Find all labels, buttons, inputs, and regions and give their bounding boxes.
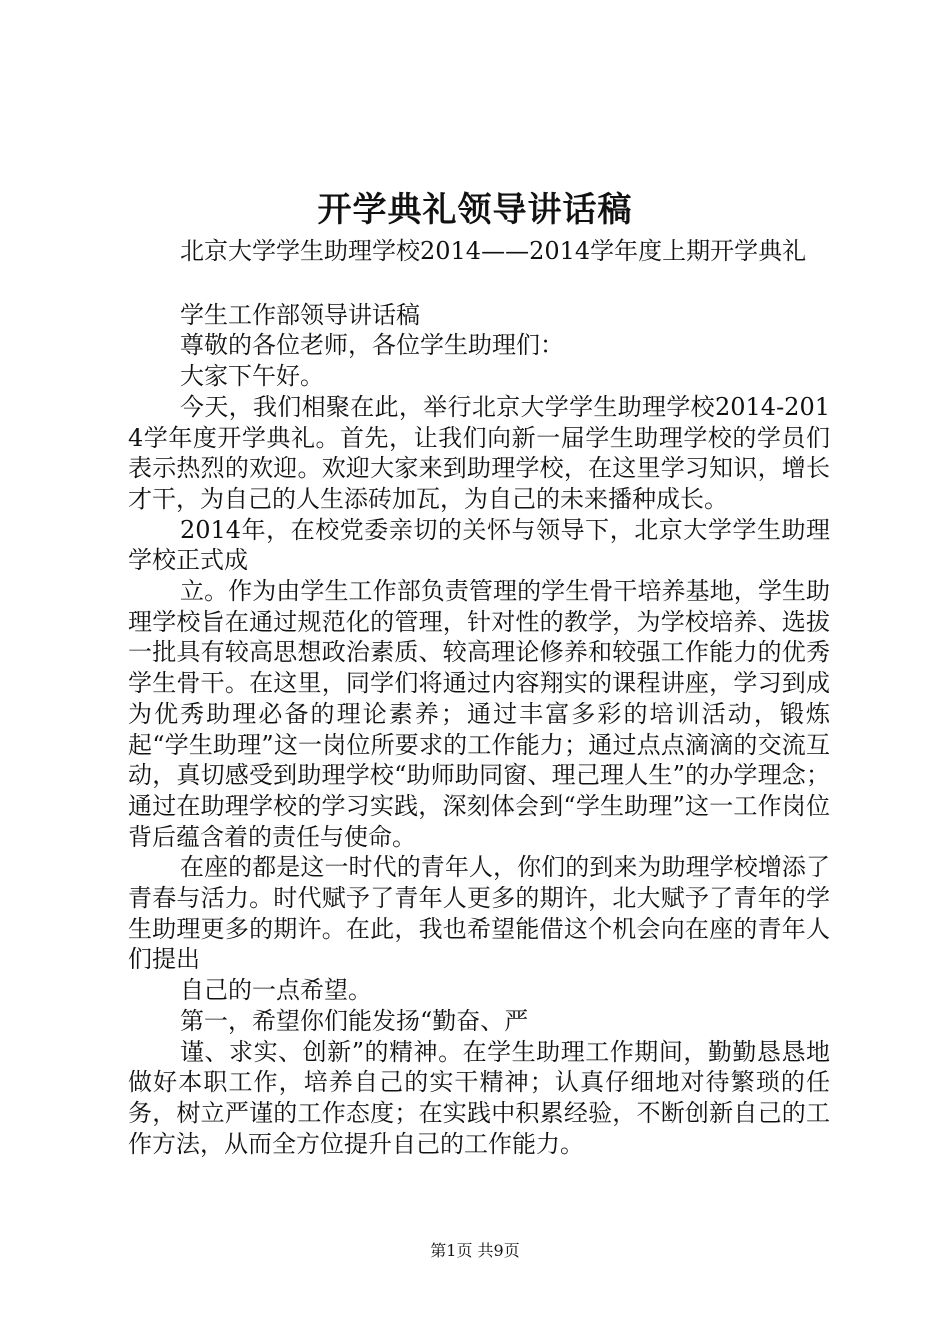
paragraph: 自己的一点希望。 [180,976,372,1005]
document-title: 开学典礼领导讲话稿 [317,190,633,230]
greeting: 大家下午好。 [180,362,324,391]
paragraph: 立。作为由学生工作部负责管理的学生骨干培养基地，学生助理学校旨在通过规范化的管理，针对性的教学，为学校培养、选拔一批具有较高思想政治素质、较高理论修养和较强工作能力的优秀学生骨干。在这里，同学们将通过内容翔实的课程讲座，学习到成为优秀助理必备的理论素养；通过丰富多彩的培训活动，锻炼起“学生助理”这一岗位所要求的工作能力；通过点点滴滴的交流互动，真切感受到助理学校“助师助同窗、理己理人生”的办学理念；通过在助理学校的学习实践，深刻体会到“学生助理”这一工作岗位背后蕴含着的责任与使命。 [128,577,830,851]
paragraph: 2014年，在校党委亲切的关怀与领导下，北京大学学生助理学校正式成 [128,515,830,575]
page-footer: 第1页 共9页 [430,1241,520,1260]
paragraph: 谨、求实、创新”的精神。在学生助理工作期间，勤勤恳恳地做好本职工作，培养自己的实干精神；认真仔细地对待繁琐的任务，树立严谨的工作态度；在实践中积累经验，不断创新自己的工作方法，从而全方位提升自己的工作能力。 [128,1037,830,1158]
document-body [128,236,830,1159]
paragraph: 学生工作部领导讲话稿 [180,300,420,329]
paragraph-gap [128,267,830,300]
paragraph: 在座的都是这一时代的青年人，你们的到来为助理学校增添了青春与活力。时代赋予了青年人更多的期许，北大赋予了青年的学生助理更多的期许。在此，我也希望能借这个机会向在座的青年人们提出 [128,853,830,974]
salutation: 尊敬的各位老师，各位学生助理们： [180,331,564,360]
paragraph: 今天，我们相聚在此，举行北京大学学生助理学校2014-2014学年度开学典礼。首先，让我们向新一届学生助理学校的学员们表示热烈的欢迎。欢迎大家来到助理学校，在这里学习知识，增长才干，为自己的人生添砖加瓦，为自己的未来播种成长。 [128,392,830,513]
subtitle-line: 北京大学学生助理学校2014——2014学年度上期开学典礼 [180,237,807,265]
paragraph: 第一，希望你们能发扬“勤奋、严 [180,1006,529,1035]
